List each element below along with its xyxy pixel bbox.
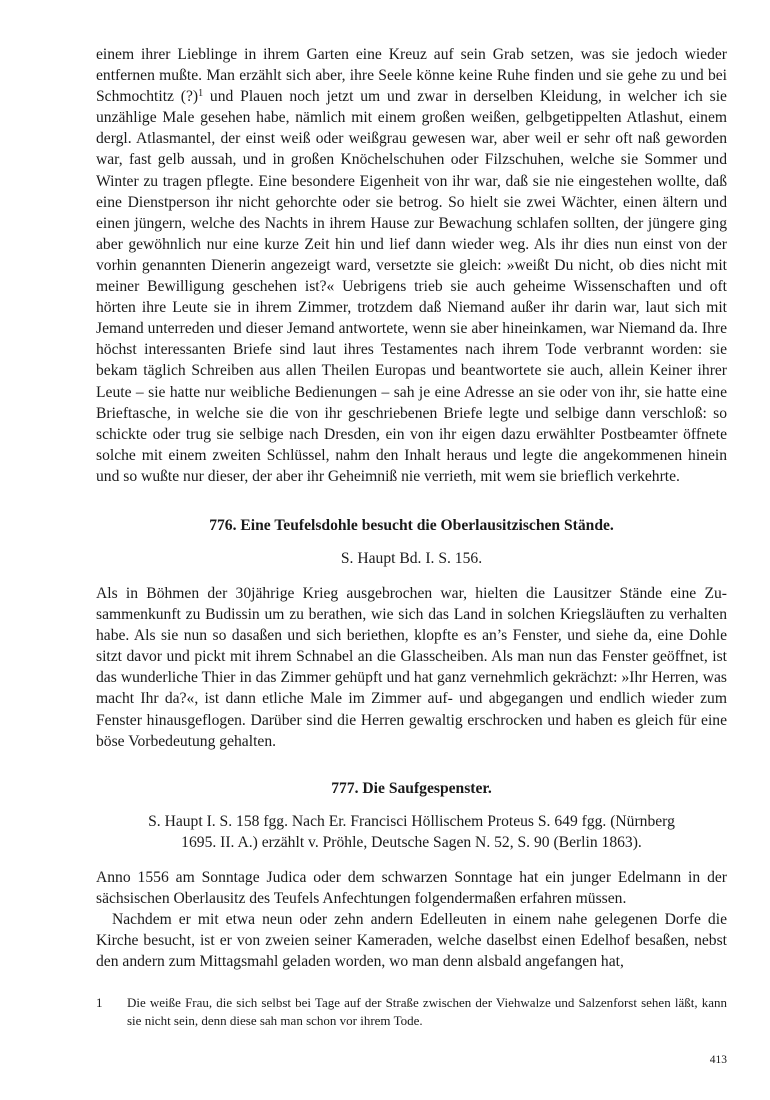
opening-text-part-1: einem ihrer Lieblinge in ihrem Garten eine Kreuz auf sein Grab setzen, was sie jedoch wieder entfernen mußte. Man erzählt sich aber, ihre Seele könne keine Ruhe finden und sie gehe zu und bei Schmochtitz (?) bbox=[96, 46, 727, 106]
section-777-source-line-1: S. Haupt I. S. 158 fgg. Nach Er. Francisci Höllischem Proteus S. 649 fgg. (Nürnberg bbox=[148, 812, 675, 830]
section-777-source-line-2: 1695. II. A.) erzählt v. Pröhle, Deutsche Sagen N. 52, S. 90 (Berlin 1863). bbox=[181, 833, 642, 851]
section-777-source bbox=[96, 811, 727, 853]
page-body bbox=[96, 44, 727, 972]
section-777-paragraph-1: Anno 1556 am Sonntage Judica oder dem schwarzen Sonntage hat ein junger Edelmann in der sächsischen Oberlausitz des Teufels Anfechtungen folgendermaßen erfahren müssen. bbox=[96, 868, 727, 907]
section-776-body: Als in Böhmen der 30jährige Krieg ausgebrochen war, hielten die Lausitzer Stände eine Zusammenkunft zu Budissin um zu berathen, wie sich das Land in solchen Kriegsläuften zu verhalten habe. Als sie nun so dasaßen und sich beriethen, klopfte es an’s Fenster, und siehe da, eine Dohle sitzt davor und pickt mit ihrem Schnabel an die Glasscheiben. Als man nun das Fenster geöffnet, ist das wunderliche Thier in das Zimmer gehüpft und hat ganz vernehmlich gekrächzt: »Ihr Herren, was macht Ihr da?«, ist dann etliche Male im Zimmer auf- und abgegangen und endlich wieder zum Fenster hinausgeflogen. Darüber sind die Herren gewaltig erschrocken und haben es gleich für eine böse Vorbedeutung gehalten. bbox=[96, 584, 727, 750]
section-776-source: S. Haupt Bd. I. S. 156. bbox=[340, 549, 483, 567]
opening-paragraph bbox=[96, 44, 727, 487]
footnote-number: 1 bbox=[96, 995, 103, 1010]
section-777-title: 777. Die Saufgespenster. bbox=[331, 779, 492, 797]
footnote-reference[interactable]: 1 bbox=[198, 88, 204, 100]
footnote bbox=[96, 994, 727, 1029]
footnote-text: Die weiße Frau, die sich selbst bei Tage auf der Straße zwischen der Viehwalze und Salzenforst sehen läßt, kann sie nicht sein, denn diese sah man schon vor ihrem Tode. bbox=[127, 995, 727, 1028]
section-777-paragraph-2: Nachdem er mit etwa neun oder zehn andern Edelleuten in einem nahe gelegenen Dorfe die Kirche besucht, ist er von zweien seiner Kameraden, welche daselbst einen Edelhof besaßen, nebst den andern zum Mittagsmahl geladen worden, wo man denn alsbald angefangen hat, bbox=[96, 910, 727, 971]
section-776-title: 776. Eine Teufelsdohle besucht die Oberlausitzischen Stände. bbox=[209, 516, 614, 534]
opening-text-part-2: und Plauen noch jetzt um und zwar in derselben Kleidung, in welcher ich sie unzählige Male gesehen habe, nämlich mit einem großen weißen, gelbgetippelten Atlashut, einem dergl. Atlasmantel, der einst weiß oder weißgrau gewesen war, aber weil er sehr oft naß geworden war, fast gelb aussah, und in großen Knöchelschuhen oder Filzschuhen, welche sie Sommer und Winter zu tragen pflegte. Eine besondere Eigenheit von ihr war, daß sie nie eingestehen wollte, daß eine Dienstperson ihr nicht gehorchte oder sie betrog. So hielt sie zwei Wächter, einen ältern und einen jüngern, welche des Nachts in ihrem Hause zur Bewachung schlafen sollten, der jüngere ging aber gewöhnlich nur eine kurze Zeit hin und lief dann wieder weg. Als ihr dies nun einst von der vorhin genannten Dienerin angezeigt ward, versetzte sie gleich: »weißt Du nicht, ob dies nicht mit meiner Bewilligung geschehen ist?« Uebrigens trieb sie auch geheime Wissenschaften und oft hörten ihre Leute sie in ihrem Zimmer, trotzdem daß Niemand außer ihr darin war, laut sich mit Jemand unterreden und dieser Jemand antwortete, wenn sie aber hineinkamen, war Niemand da. Ihre höchst interessanten Briefe sind laut ihres Testamentes nach ihrem Tode verbrannt worden: sie bekam täglich Schreiben aus allen Theilen Europas und beantwortete sie auch, allein Keiner ihrer Leute – sie hatte nur weibliche Bedienungen – sah je eine Adresse an sie oder von ihr, sie hatte eine Brieftasche, in welche sie die von ihr geschriebenen Briefe legte und selbige dann verschloß: so schickte oder trug sie selbige nach Dresden, ein von ihr eigen dazu erwählter Postbeamter öffnete solche mit einem zweiten Schlüssel, nahm den Inhalt heraus und legte die angekommenen hinein und so wußte nur dieser, der aber ihr Geheimniß nie verrieth, mit wem sie brieflich verkehrte. bbox=[96, 88, 727, 485]
page-number: 413 bbox=[709, 1054, 727, 1066]
